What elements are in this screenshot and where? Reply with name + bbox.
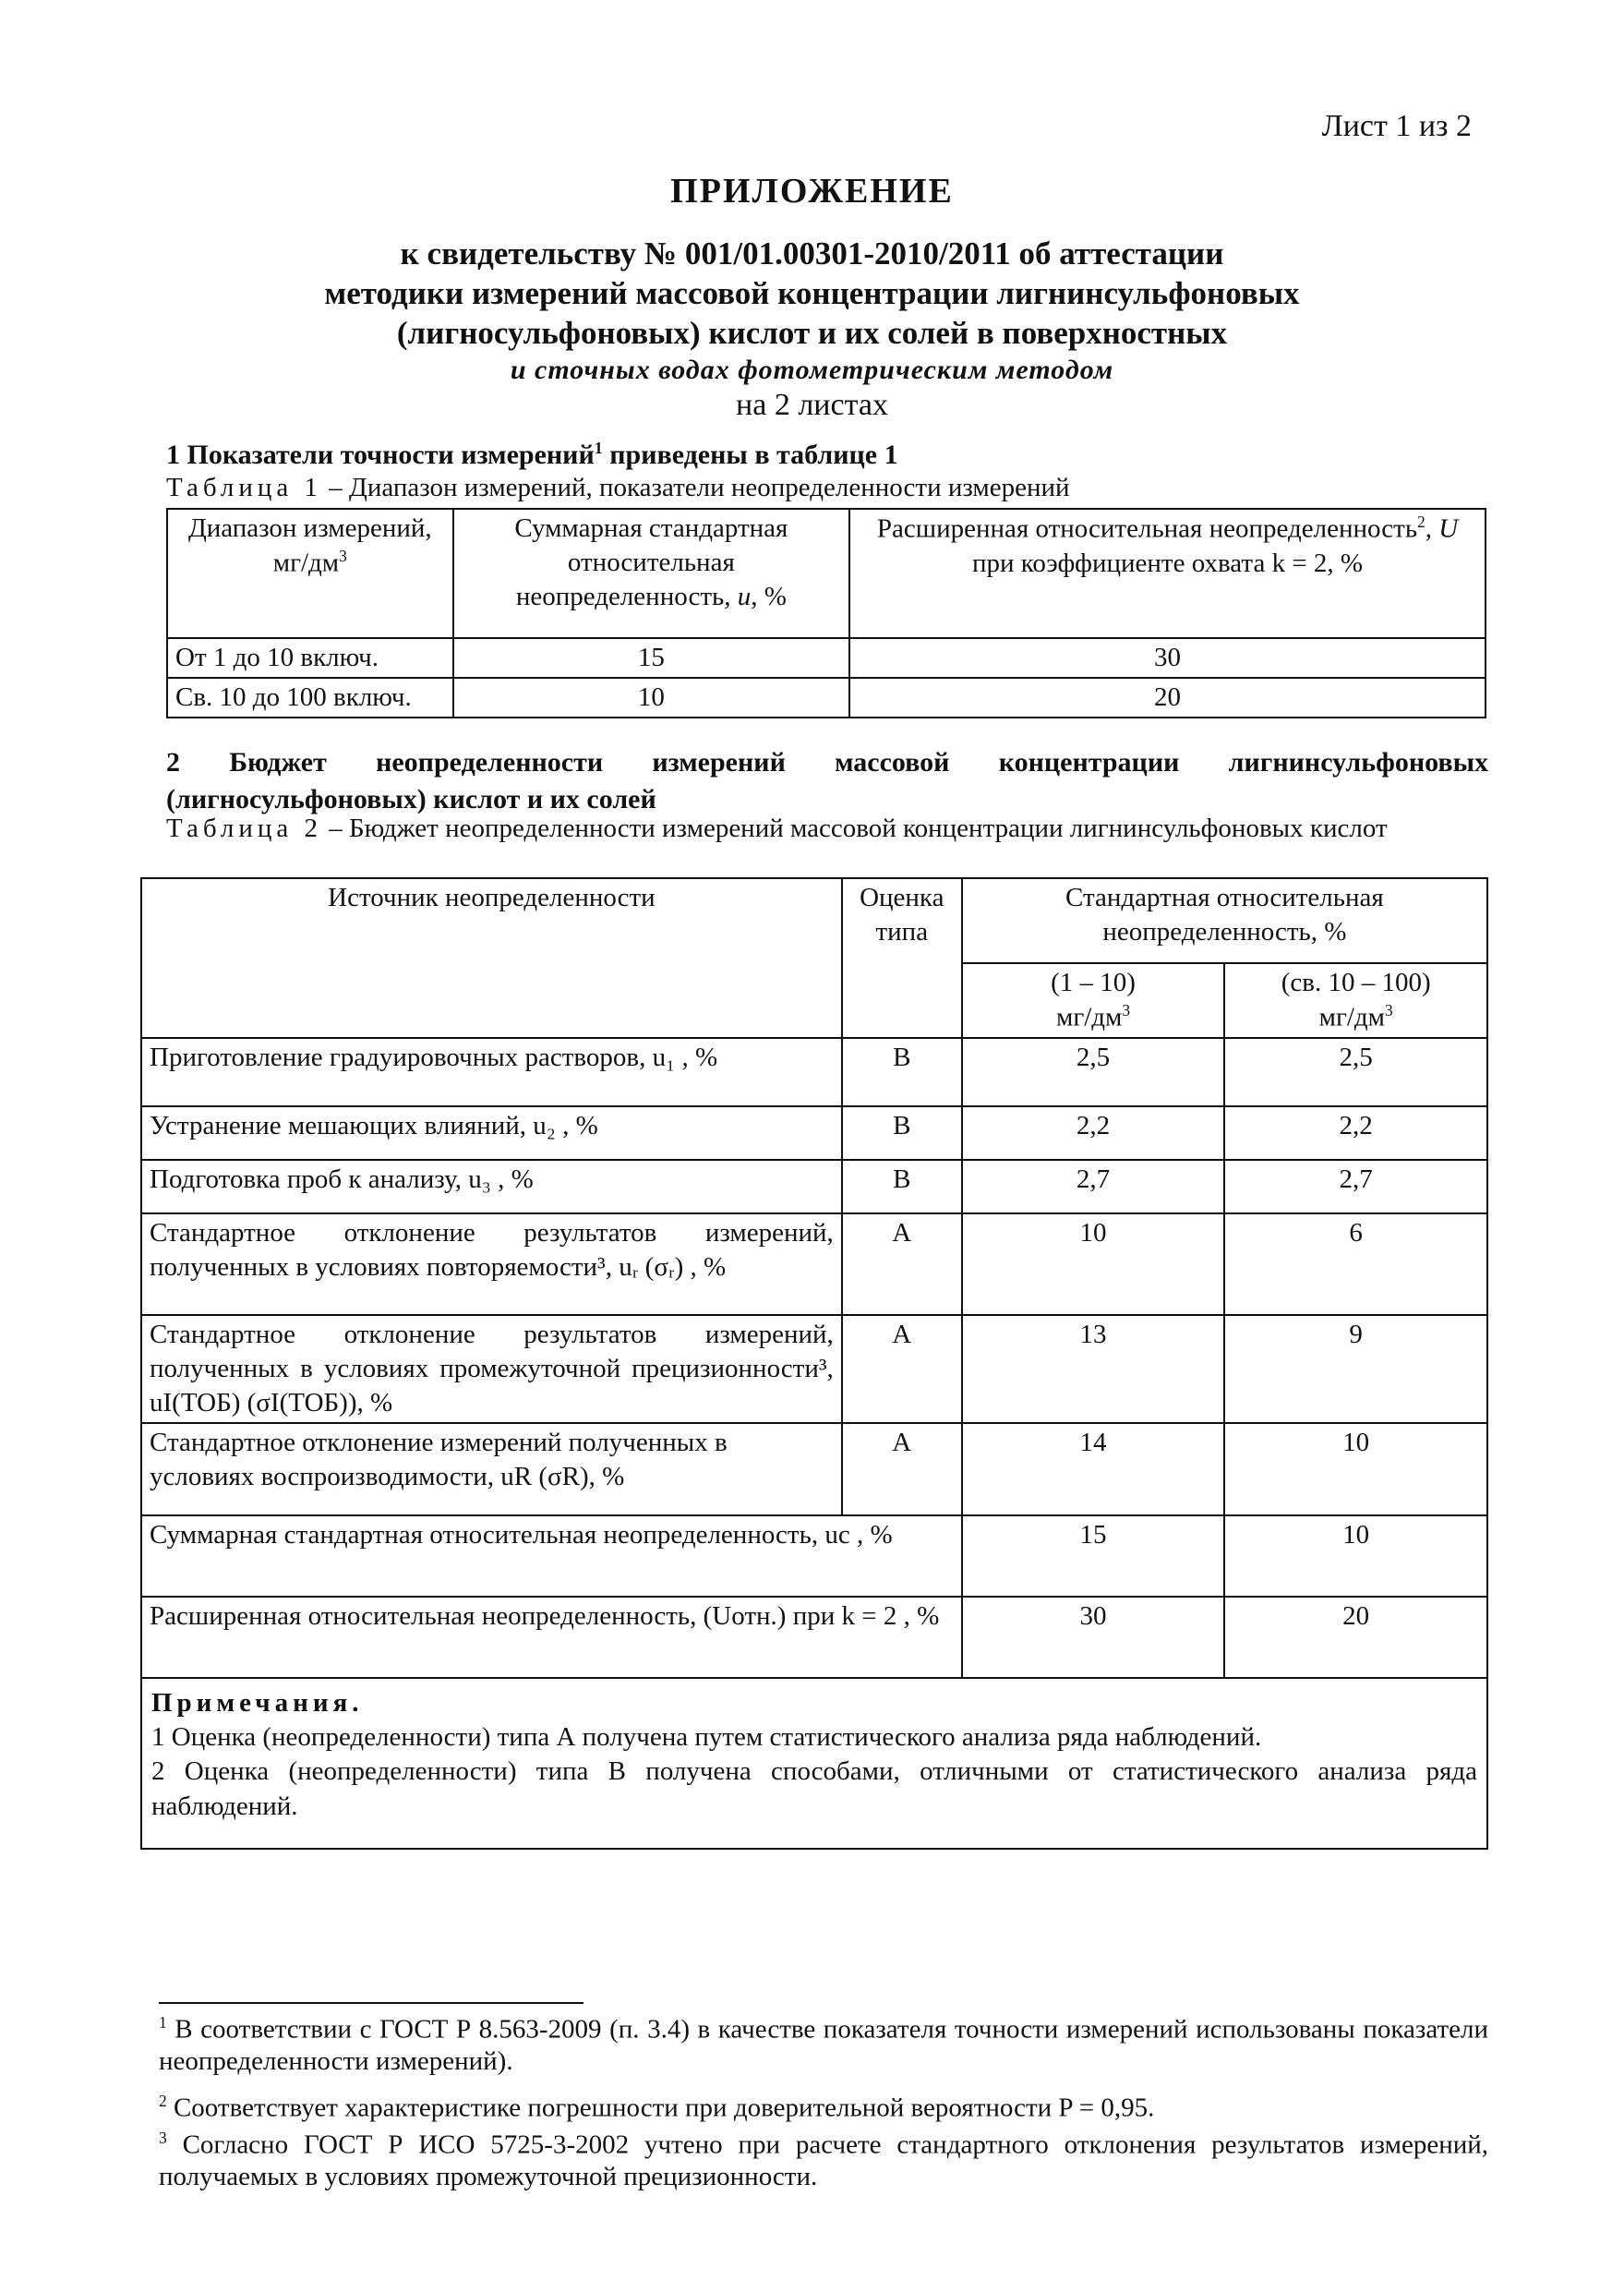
table-cell: 20 [849,678,1486,718]
table-cell: От 1 до 10 включ. [167,638,453,678]
section-1-heading: 1 Показатели точности измерений$^1$ приведены в таблице 1 [166,439,898,470]
table-1-head-combined: Суммарная стандартная относительная неопределенность, u, % [453,509,850,638]
table-cell: 2,5 [962,1038,1225,1106]
table-row [141,1423,1487,1515]
table-cell: 20 [1224,1597,1487,1678]
table-2-head-range-1: (1 – 10) $мг/дм^3$ [962,963,1225,1038]
table-summary-row [141,1515,1487,1597]
page-title: ПРИЛОЖЕНИЕ [670,172,954,211]
table-1-head-range: Диапазон измерений, $мг/дм^3$ [167,509,453,638]
notes-title: Примечания. [151,1688,364,1719]
table-cell: Расширенная относительная неопределенность, (Uотн.) при k = 2 , % [141,1597,962,1678]
table-1-caption: Таблица 1 – Диапазон измерений, показатели неопределенности измерений [166,473,1070,502]
table-cell: 10 [1224,1515,1487,1597]
table-2-head-std: Стандартная относительная неопределенность, % [962,878,1487,963]
table-1 [166,508,1486,718]
note-item: 2 Оценка (неопределенности) типа В получена способами, отличными от статистического анализа ряда наблюдений. [151,1756,1477,1821]
footnote-3: $^3$ Согласно ГОСТ Р ИСО 5725-3-2002 учтено при расчете стандартного отклонения результатов измерений, получаемых в условиях промежуточной прецизионности. [159,2129,1489,2192]
footnote-divider [159,2002,583,2004]
table-cell: Св. 10 до 100 включ. [167,678,453,718]
table-summary-row [141,1597,1487,1678]
section-2-heading: 2 Бюджет неопределенности измерений массовой концентрации лигнинсульфоновых (лигносульфоновых) кислот и их солей [166,747,1488,814]
table-cell: 9 [1224,1315,1487,1423]
table-cell: 15 [962,1515,1225,1597]
table-cell: 2,2 [962,1106,1225,1160]
table-cell: 6 [1224,1213,1487,1315]
table-cell: A [842,1213,962,1315]
table-1-header [167,509,1486,638]
table-cell: 2,7 [1224,1160,1487,1213]
table-row [141,1106,1487,1160]
table-2-head-type: Оценка типа [842,878,962,1038]
table-1-head-expanded: Расширенная относительная неопределенность$^2$, U при коэффициенте охвата k = 2, % [849,509,1486,638]
table-cell: 2,7 [962,1160,1225,1213]
table-cell: Стандартное отклонение результатов измерений, полученных в условиях повторяемости³, uᵣ (σᵣ) , % [141,1213,842,1315]
table-cell: B [842,1106,962,1160]
header-line-5: на 2 листах [736,388,888,422]
table-cell: B [842,1160,962,1213]
table-cell: 10 [962,1213,1225,1315]
table-cell: Стандартное отклонение результатов измерений, полученных в условиях промежуточной прецизионности³, uI(ТОБ) (σI(ТОБ)), % [141,1315,842,1423]
table-2 [140,877,1488,1850]
table-cell: 2,2 [1224,1106,1487,1160]
table-notes [141,1678,1487,1848]
table-row [141,1038,1487,1106]
table-cell: Суммарная стандартная относительная неопределенность, uc , % [141,1515,962,1597]
table-notes-row [141,1678,1487,1848]
table-cell: 10 [453,678,850,718]
table-cell: Приготовление градуировочных растворов, u₁ , % [141,1038,842,1106]
table-row [167,638,1486,678]
table-2-head-range-2: (св. 10 – 100) $мг/дм^3$ [1224,963,1487,1038]
table-2-caption: Таблица 2 – Бюджет неопределенности измерений массовой концентрации лигнинсульфоновых кислот [166,814,1388,843]
table-cell: Стандартное отклонение измерений полученных в условиях воспроизводимости, uR (σR), % [141,1423,842,1515]
table-cell: 14 [962,1423,1225,1515]
table-cell: 30 [849,638,1486,678]
table-cell: 15 [453,638,850,678]
table-cell: A [842,1315,962,1423]
table-cell: A [842,1423,962,1515]
table-2-header [141,878,1487,963]
table-cell: 10 [1224,1423,1487,1515]
sheet-number: Лист 1 из 2 [1321,109,1472,143]
table-row [141,1315,1487,1423]
table-cell: Подготовка проб к анализу, u₃ , % [141,1160,842,1213]
table-cell: 13 [962,1315,1225,1423]
table-cell: Устранение мешающих влияний, u₂ , % [141,1106,842,1160]
table-2-head-source: Источник неопределенности [141,878,842,1038]
header-line-1: к свидетельству № 001/01.00301-2010/2011 об аттестации [400,235,1224,271]
footnote-2: $^2$ Соответствует характеристике погрешности при доверительной вероятности P = 0,95. [159,2092,1155,2123]
header-line-3: (лигносульфоновых) кислот и их солей в поверхностных [396,315,1228,351]
header-line-4: и сточных водах фотометрическим методом [510,355,1114,385]
table-cell: 30 [962,1597,1225,1678]
header-line-2: методики измерений массовой концентрации лигнинсульфоновых [324,275,1300,311]
table-cell: B [842,1038,962,1106]
note-item: 1 Оценка (неопределенности) типа А получена путем статистического анализа ряда наблюдений. [151,1722,1262,1753]
footnote-1: $^1$ В соответствии с ГОСТ Р 8.563-2009 (п. 3.4) в качестве показателя точности измерений использованы показатели неопределенности измерений). [159,2013,1488,2077]
table-row [141,1213,1487,1315]
table-row [141,1160,1487,1213]
table-row [167,678,1486,718]
table-cell: 2,5 [1224,1038,1487,1106]
